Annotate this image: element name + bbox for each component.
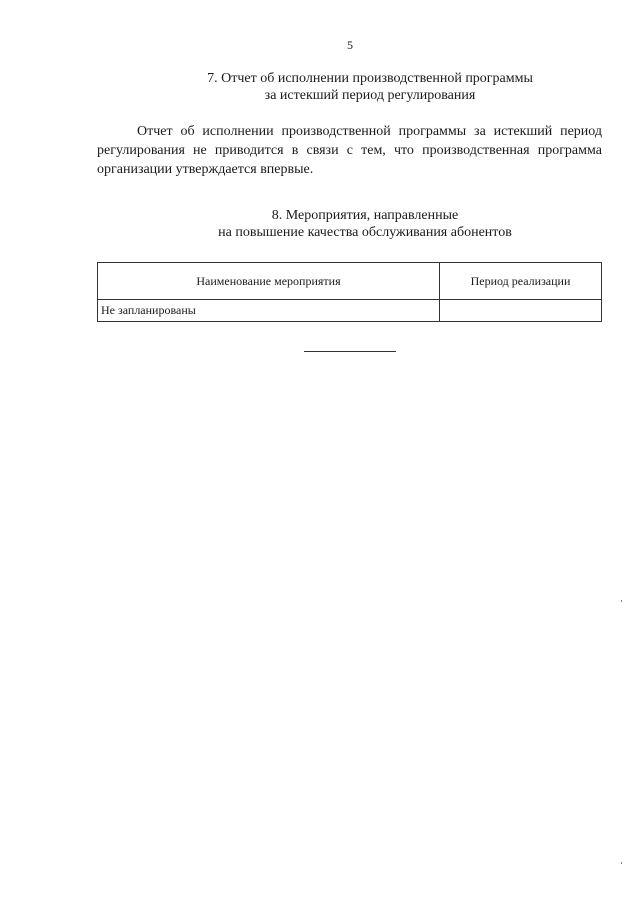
- section-7-heading: [0, 70, 640, 104]
- section-7-title-line-1: 7. Отчет об исполнении производственной программы: [207, 71, 533, 86]
- column-header-measure-name: Наименование мероприятия: [98, 263, 440, 300]
- scan-mark: [621, 600, 622, 602]
- page-number: 5: [347, 38, 353, 52]
- closing-rule: [304, 351, 396, 352]
- measures-table: [97, 262, 602, 322]
- section-8-title-line-2: на повышение качества обслуживания абонентов: [218, 225, 512, 240]
- section-7-paragraph: Отчет об исполнении производственной программы за истекший период регулирования не приводится в связи с тем, что производственная программа организации утверждается впервые.: [97, 124, 602, 177]
- column-header-period: Период реализации: [440, 263, 602, 300]
- section-8-title-line-1: 8. Мероприятия, направленные: [271, 208, 459, 223]
- table-header-row: [98, 263, 602, 300]
- table-cell-period: [440, 300, 602, 322]
- table-row: [98, 300, 602, 322]
- section-7-title-line-2: за истекший период регулирования: [264, 88, 476, 103]
- scan-mark: [621, 862, 622, 864]
- table-cell-measure-name: Не запланированы: [98, 300, 440, 322]
- section-8-heading: [0, 207, 640, 241]
